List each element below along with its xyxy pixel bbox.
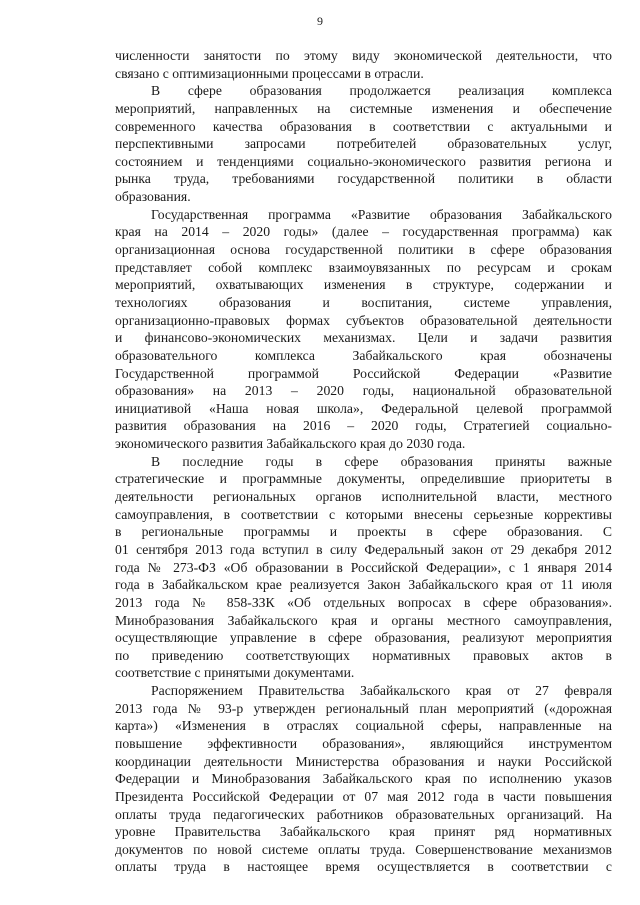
text-line: представляет собой комплекс взаимоувязанных по ресурсам и срокам	[115, 259, 612, 275]
text-line: деятельности региональных органов исполнительной власти, местного	[115, 489, 612, 505]
text-line: осуществляющие управление в сфере образования, реализуют мероприятия	[115, 630, 612, 646]
text-line: численности занятости по этому виду экономической деятельности, что	[115, 48, 612, 63]
text-line: по приведению соответствующих нормативных правовых актов в	[115, 647, 612, 663]
text-line: Государственная программа «Развитие образования Забайкальского	[151, 206, 612, 222]
text-line: координации деятельности Министерства образования и науки Российской	[115, 753, 612, 769]
text-line: 01 сентября 2013 года вступил в силу Федеральный закон от 29 декабря 2012	[115, 541, 612, 557]
text-line: повышение эффективности образования», являющийся инструментом	[115, 735, 612, 751]
text-line: карта») «Изменения в отраслях социальной сферы, направленные на	[115, 718, 612, 734]
text-line: Президента Российской Федерации от 07 мая 2012 года в части повышения	[115, 788, 612, 804]
text-line: оплаты труда педагогических работников образовательных организаций. На	[115, 806, 612, 822]
text-line: 2013 года № 858-ЗЗК «Об отдельных вопросах в сфере образования».	[115, 594, 612, 610]
text-line: инициативой «Наша новая школа», Федеральной целевой программой	[115, 400, 612, 416]
text-line: Распоряжением Правительства Забайкальского края от 27 февраля	[151, 683, 612, 699]
text-line: и финансово-экономических механизмах. Цели и задачи развития	[115, 330, 612, 346]
text-line: стратегические и программные документы, определившие приоритеты в	[115, 471, 612, 487]
text-line: образования» на 2013 – 2020 годы, национальной образовательной	[115, 383, 612, 399]
text-line: мероприятий, охватывающих изменения в структуре, содержании и	[115, 277, 612, 293]
text-line: мероприятий, направленных на системные изменения и обеспечение	[115, 100, 612, 116]
text-line: образовательного комплекса Забайкальского края обозначены	[115, 347, 612, 363]
text-line: перспективными запросами потребителей образовательных услуг,	[115, 136, 612, 152]
text-line: рынка труда, требованиями государственной политики в области	[115, 171, 612, 187]
text-line: края на 2014 – 2020 годы» (далее – государственная программа) как	[115, 224, 612, 240]
page-number: 9	[317, 14, 323, 28]
text-line: В сфере образования продолжается реализация комплекса	[151, 83, 612, 99]
text-line: уровне Правительства Забайкальского края принят ряд нормативных	[115, 824, 612, 840]
text-line: технологиях образования и воспитания, системе управления,	[115, 294, 612, 310]
text-line: современного качества образования в соответствии с актуальными и	[115, 118, 612, 134]
text-line: Государственной программой Российской Федерации «Развитие	[115, 365, 612, 381]
text-line: в региональные программы и проекты в сфере образования. С	[115, 524, 612, 540]
text-line: самоуправления, в соответствии с которыми внесены серьезные коррективы	[115, 506, 612, 522]
body-text	[115, 47, 612, 876]
text-line: 2013 года № 93-р утвержден региональный план мероприятий («дорожная	[115, 700, 612, 716]
text-line: Федерации и Минобразования Забайкальского края по исполнению указов	[115, 771, 612, 787]
text-line: образования.	[115, 189, 191, 205]
text-line: организационно-правовых формах субъектов образовательной деятельности	[115, 312, 612, 328]
text-line: документов по новой системе оплаты труда. Совершенствование механизмов	[115, 841, 612, 857]
text-line: года № 273-ФЗ «Об образовании в Российской Федерации», с 1 января 2014	[115, 559, 612, 575]
text-line: года в Забайкальском крае реализуется Закон Забайкальского края от 11 июля	[115, 577, 612, 593]
text-line: экономического развития Забайкальского края до 2030 года.	[115, 436, 466, 452]
text-line: организационная основа государственной политики в сфере образования	[115, 242, 612, 258]
text-line: развития образования на 2016 – 2020 годы, Стратегией социально-	[115, 418, 612, 434]
text-line: соответствие с принятыми документами.	[115, 665, 355, 681]
text-line: состоянием и тенденциями социально-экономического развития региона и	[115, 153, 612, 169]
text-line: связано с оптимизационными процессами в отрасли.	[115, 65, 424, 81]
text-line: В последние годы в сфере образования приняты важные	[151, 453, 612, 469]
text-line: Минобразования Забайкальского края и органы местного самоуправления,	[115, 612, 612, 628]
text-line: оплаты труда в настоящее время осуществляется в соответствии с	[115, 859, 612, 875]
